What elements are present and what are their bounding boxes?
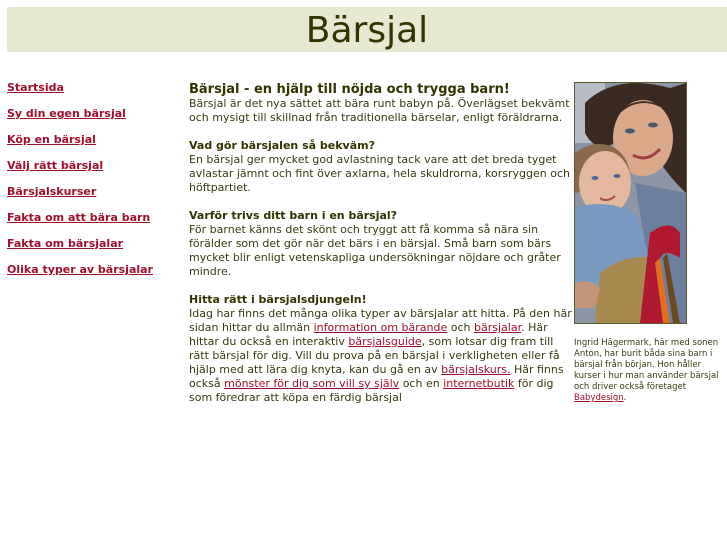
section-heading-thrive: Varför trivs ditt barn i en bärsjal?: [189, 209, 398, 222]
sidebar-nav: [7, 81, 177, 289]
nav-link-startsida[interactable]: Startsida: [7, 81, 64, 94]
section-text-find: [189, 307, 575, 405]
intro-paragraph: Bärsjal är det nya sättet att bära runt babyn på. Överlägset bekvämt och mysigt till skillnad från traditionella bärselar, enligt föräldrarna.: [189, 97, 570, 124]
nav-link-fakta-om-att-bara-barn[interactable]: Fakta om att bära barn: [7, 211, 151, 224]
nav-link-kop-en-barsjal[interactable]: Köp en bärsjal: [7, 133, 96, 146]
page-title: Bärsjal - en hjälp till nöjda och trygga barn!: [189, 82, 510, 97]
nav-link-fakta-om-barsjalar[interactable]: Fakta om bärsjalar: [7, 237, 124, 250]
main-content: [189, 82, 575, 419]
link-monster[interactable]: mönster för dig som vill sy själv: [224, 377, 400, 390]
nav-link-valj-ratt-barsjal[interactable]: Välj rätt bärsjal: [7, 159, 104, 172]
mother-child-photo: [574, 82, 687, 324]
nav-link-sy-din-egen-barsjal[interactable]: Sy din egen bärsjal: [7, 107, 126, 120]
caption-end: .: [623, 393, 627, 403]
link-internetbutik[interactable]: internetbutik: [443, 377, 515, 390]
link-barsjalskurs[interactable]: bärsjalskurs.: [441, 363, 511, 376]
caption-text: Ingrid Hägermark, här med sonen Anton, har burit båda sina barn i bärsjal från början. Hon håller kurser i hur man använder bärsjal och driver också företaget: [574, 338, 719, 392]
photo-illustration: [575, 83, 686, 323]
section-heading-comfort: Vad gör bärsjalen så bekväm?: [189, 139, 375, 152]
text-segment: , som lotsar dig fram till rätt bärsjal för dig. Vill du prova på en bärsjal i verkligheten eller få hjälp med att lära dig knyta, kan du gå en av: [189, 335, 560, 376]
link-babydesign[interactable]: Babydesign: [574, 393, 624, 403]
text-segment: . Här hittar du också en interaktiv: [189, 321, 548, 348]
site-title: Bärsjal: [305, 10, 429, 51]
text-segment: Idag har finns det många olika typer av bärsjalar att hitta. På den här sidan hittar du allmän: [189, 307, 572, 334]
text-segment: Här finns också: [189, 363, 564, 390]
link-barsjalar[interactable]: bärsjalar: [474, 321, 522, 334]
photo-caption: [574, 338, 727, 404]
site-header: [7, 7, 727, 52]
section-heading-find: Hitta rätt i bärsjalsdjungeln!: [189, 293, 367, 306]
section-text-thrive: För barnet känns det skönt och tryggt att få komma så nära sin förälder som det gör när det bärs i en bärsjal. Små barn som bärs mycket blir enligt vetenskapliga undersökningar nöjdare och gråter mindre.: [189, 223, 561, 278]
nav-link-olika-typer[interactable]: Olika typer av bärsjalar: [7, 263, 153, 276]
link-information-om-barande[interactable]: information om bärande: [313, 321, 448, 334]
text-segment: och: [447, 321, 475, 334]
nav-link-barsjalskurser[interactable]: Bärsjalskurser: [7, 185, 97, 198]
text-segment: och en: [399, 377, 444, 390]
text-segment: för dig som föredrar att köpa en färdig bärsjal: [189, 377, 554, 404]
link-barsjalsguide[interactable]: bärsjalsguide: [348, 335, 422, 348]
section-text-comfort: En bärsjal ger mycket god avlastning tack vare att det breda tyget avlastar jämnt och fint över axlarna, hela skuldrorna, korsryggen och höftpartiet.: [189, 153, 571, 194]
